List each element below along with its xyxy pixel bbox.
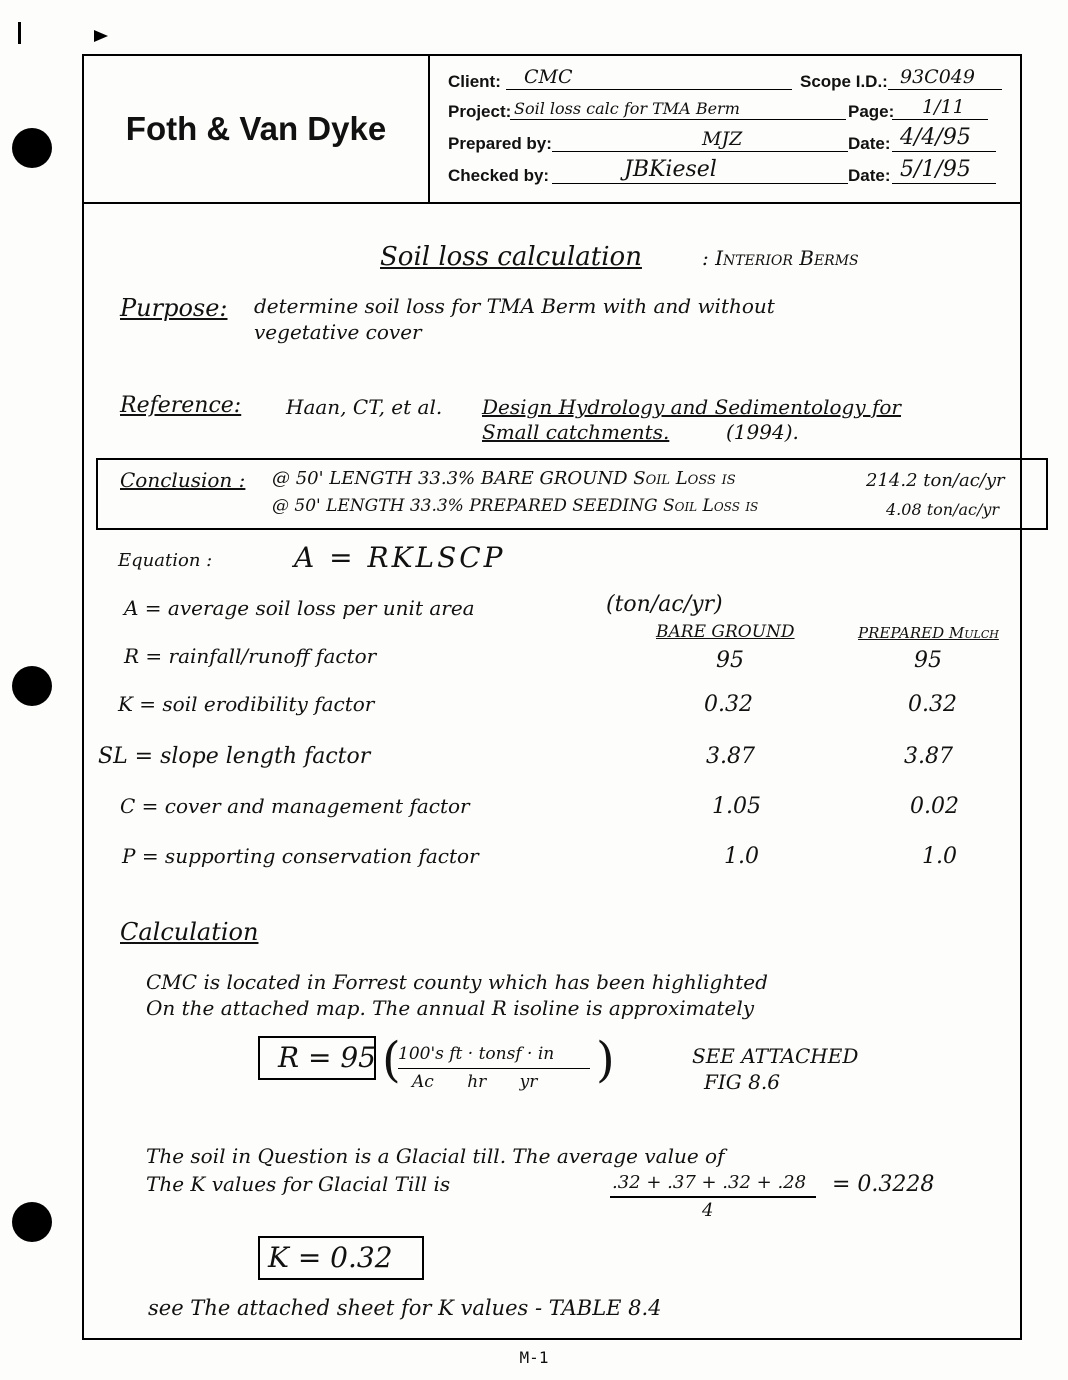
scope-id-label: Scope I.D.:	[800, 72, 888, 91]
conclusion-label: Conclusion :	[120, 468, 246, 492]
prepared-row	[448, 125, 1008, 154]
checked-by-label: Checked by:	[448, 166, 550, 185]
prepared-date-value: 4/4/95	[900, 125, 971, 150]
checked-by-signature: JBKiesel	[624, 157, 717, 182]
company-name: Foth & Van Dyke	[84, 56, 430, 202]
client-label: Client:	[448, 72, 501, 91]
r-units-numerator: 100's ft · tonsf · in	[398, 1044, 555, 1064]
page-label: Page:	[848, 102, 895, 121]
scope-id-line	[888, 89, 1002, 90]
k-text-2: The K values for Glacial Till is	[146, 1172, 451, 1196]
factor-bare-ground-r: 95	[716, 648, 744, 673]
equation-label: Equation :	[118, 550, 213, 571]
factor-bare-ground-k: 0.32	[704, 692, 753, 717]
col-header-prepared-mulch: PREPARED Mulch	[858, 624, 999, 642]
factor-bare-ground-p: 1.0	[724, 844, 759, 869]
scope-id-value: 93C049	[900, 66, 975, 88]
checked-date-label: Date:	[848, 166, 891, 185]
factor-prepared-mulch-k: 0.32	[908, 692, 957, 717]
k-values-note: see The attached sheet for K values - TABLE 8.4	[148, 1296, 662, 1320]
factor-bare-ground-c: 1.05	[712, 794, 761, 819]
scan-mark-line	[18, 22, 21, 44]
binder-hole-middle	[12, 666, 52, 706]
prepared-by-line	[552, 151, 848, 152]
factor-definition-k: K = soil erodibility factor	[118, 692, 375, 716]
calc-text-1: CMC is located in Forrest county which has been highlighted	[146, 970, 768, 994]
factor-prepared-mulch-r: 95	[914, 648, 942, 673]
page-reference: M-1	[519, 1348, 549, 1367]
binder-hole-bottom	[12, 1202, 52, 1242]
prepared-by-label: Prepared by:	[448, 134, 552, 153]
purpose-label: Purpose:	[120, 294, 228, 322]
scan-mark-pointer	[94, 30, 108, 42]
calc-text-2: On the attached map. The annual R isoline is approximately	[146, 996, 755, 1020]
prepared-by-signature: MJZ	[702, 128, 743, 150]
project-row	[448, 96, 1008, 122]
sheet-title: Soil loss calculation	[380, 242, 642, 272]
a-definition: A = average soil loss per unit area	[124, 596, 475, 620]
factor-definition-sl: SL = slope length factor	[98, 744, 371, 769]
reference-label: Reference:	[120, 393, 242, 418]
k-result: = 0.3228	[832, 1172, 935, 1197]
see-attached-1: SEE ATTACHED	[692, 1044, 859, 1068]
k-fraction-numerator: .32 + .37 + .32 + .28	[612, 1172, 807, 1193]
project-value: Soil loss calc for TMA Berm	[514, 99, 740, 118]
r-units-denominator: Ac hr yr	[412, 1072, 538, 1092]
factor-bare-ground-sl: 3.87	[706, 744, 755, 769]
sheet-subtitle: : Interior Berms	[702, 246, 859, 270]
k-value: K = 0.32	[268, 1241, 393, 1274]
r-units-close-paren: )	[596, 1032, 615, 1088]
client-line	[506, 89, 792, 90]
page-line	[892, 119, 988, 120]
calculation-label: Calculation	[120, 918, 259, 946]
binder-hole-top	[12, 128, 52, 168]
conclusion-line-2: @ 50' LENGTH 33.3% PREPARED SEEDING Soil Loss is	[272, 496, 759, 516]
a-units: (ton/ac/yr)	[606, 592, 723, 617]
client-row	[448, 66, 1008, 92]
r-value: R = 95	[278, 1041, 376, 1074]
checked-date-value: 5/1/95	[900, 157, 971, 182]
title-block	[84, 56, 1020, 204]
reference-authors: Haan, CT, et al.	[286, 395, 443, 419]
client-value: CMC	[524, 66, 573, 88]
reference-title-1: Design Hydrology and Sedimentology for	[482, 395, 901, 419]
project-line	[510, 119, 846, 120]
r-units-open-paren: (	[382, 1032, 401, 1088]
factor-prepared-mulch-c: 0.02	[910, 794, 959, 819]
conclusion-line-1: @ 50' LENGTH 33.3% BARE GROUND Soil Loss is	[272, 468, 736, 489]
factor-definition-p: P = supporting conservation factor	[122, 844, 479, 868]
factor-prepared-mulch-sl: 3.87	[904, 744, 953, 769]
col-header-bare-ground: BARE GROUND	[656, 622, 795, 642]
checked-row	[448, 157, 1008, 186]
purpose-text-2: vegetative cover	[254, 320, 422, 344]
factor-definition-c: C = cover and management factor	[120, 794, 470, 818]
prepared-date-label: Date:	[848, 134, 891, 153]
reference-year: (1994).	[726, 420, 799, 444]
purpose-text-1: determine soil loss for TMA Berm with and without	[254, 294, 775, 318]
equation: A = RKLSCP	[294, 541, 506, 574]
k-text-1: The soil in Question is a Glacial till. The average value of	[146, 1144, 725, 1168]
checked-date-line	[892, 183, 996, 184]
factor-prepared-mulch-p: 1.0	[922, 844, 957, 869]
k-fraction-bar	[610, 1196, 816, 1198]
r-units-fraction-bar	[398, 1068, 590, 1069]
reference-title-2: Small catchments.	[482, 420, 670, 444]
factor-definition-r: R = rainfall/runoff factor	[124, 644, 377, 668]
k-fraction-denominator: 4	[702, 1200, 714, 1221]
conclusion-value-1: 214.2 ton/ac/yr	[866, 470, 1005, 491]
conclusion-value-2: 4.08 ton/ac/yr	[886, 500, 1000, 519]
project-label: Project:	[448, 102, 512, 121]
checked-by-line	[552, 183, 848, 184]
page-value: 1/11	[922, 96, 965, 118]
prepared-date-line	[892, 151, 996, 152]
see-attached-2: FIG 8.6	[704, 1070, 780, 1094]
